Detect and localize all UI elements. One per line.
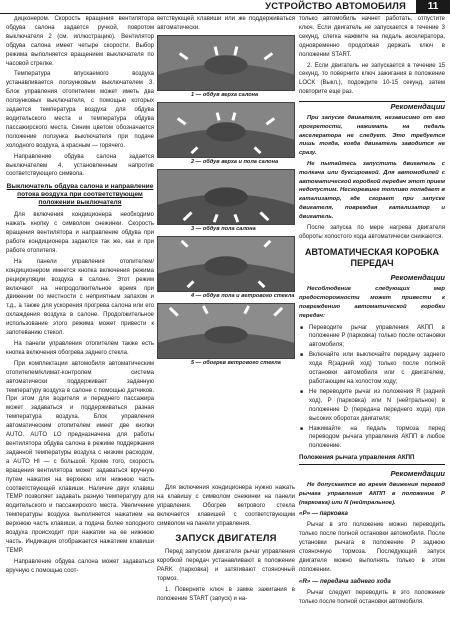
- middle-column-text: [157, 484, 295, 606]
- dashboard-photo: [157, 236, 295, 292]
- paragraph: только автомобиль начнет работать, отпустите ключ. Если двигатель не запускается в течение 3 секунд, слегка нажмите на педаль акселератора, одновременно продолжая держать ключ в положении START.: [299, 16, 445, 58]
- paragraph: Для включения кондиционера нужно нажать на клавишу с символом снежинки на панели управления. Обогрев ветрового стекла включается клавишей с соответствующим символом на панели управления.: [157, 485, 295, 527]
- figure-airflow-3: [157, 169, 295, 234]
- paragraph: Направление обдува салона может задаваться вручную с помощью соот-: [6, 558, 154, 574]
- left-column: [6, 15, 154, 635]
- list-item: ■ Переводите рычаг управления АКПП в положение P (парковка) только после остановки автомобиля;: [299, 324, 445, 351]
- figure-airflow-4: [157, 236, 295, 301]
- section-heading: АВТОМАТИЧЕСКАЯ КОРОБКА ПЕРЕДАЧ: [304, 247, 440, 269]
- figure-caption: 4 — обдув пола и ветрового стекла: [191, 292, 295, 299]
- paragraph: Перед запуском двигателя рычаг управления коробкой передач устанавливают в положение PARK (парковка) и затягивают стояночный тормоз.: [157, 549, 295, 583]
- paragraph: Направление обдува салона задается выключателем 4, установленным напротив соответствующего символа.: [6, 153, 154, 178]
- right-column: [299, 15, 445, 635]
- figure-caption: 2 — обдув верха и пола салона: [191, 158, 279, 165]
- section-title: УСТРОЙСТВО АВТОМОБИЛЯ: [265, 1, 406, 12]
- list-item: ■ Включайте или выключайте передачу заднего хода R(задний ход) только после полной остановки автомобиля или с двигателем, работающим на холостом ходу;: [299, 351, 445, 387]
- precaution-list: [299, 324, 445, 452]
- recommendations-box: [299, 101, 445, 221]
- section-heading: ЗАПУСК ДВИГАТЕЛЯ: [175, 532, 277, 544]
- figure-airflow-1: [157, 35, 295, 100]
- dashboard-photo: [157, 169, 295, 225]
- figure-caption: 3 — обдув пола салона: [191, 225, 256, 232]
- page-number: 11: [416, 0, 450, 13]
- dashboard-photo: [157, 35, 295, 91]
- recommendations-heading: Рекомендации: [390, 469, 445, 479]
- header-divider: [0, 13, 450, 14]
- paragraph: При комплектации автомобиля автоматическим отопителем/климат-контролем система автоматически поддерживает заданную температуру воздуха в салоне с помощью датчиков. При этом для водителя и переднего пассажира может задаваться и поддерживаться разная температура воздуха. Блок управления автоматическим отопителем имеет две кнопки AUTO. AUTO LO предназначена для работы вентилятора обдува салона в режиме поддержания заданной температуры воздуха с низким расходом, а AUTO HI — с большой. Кроме того, скорость вращения вентилятора может задаваться вручную путем нажатия на верхнюю или нижнюю часть соответствующей клавиши. Наличие двух клавиш TEMP позволяет задавать разную температуру для водительского и пассажирского места. Увеличение температуры воздуха выполняется нажатием на верхнюю часть клавиши, а подача более холодного воздуха происходит при нажатии на ее нижнюю часть. Индикация отображается нажатием клавиши TEMP.: [6, 360, 154, 554]
- recommendations-box: [299, 273, 445, 320]
- gear-heading-park: «P» — парковка: [299, 510, 348, 518]
- middle-column: [157, 15, 295, 370]
- paragraph: дицконером. Скорость вращения вентилятора обдува салона задается ручкой, повротом выключателя 2 (см. иллюстрацию). Вентилятор обдува салона имеет четыре скорости. Выбор режима выполняется вращением выключателя по часовой стрелке.: [6, 16, 154, 67]
- recommendation-text: При запуске двигателя, независимо от его прогретости, нажимать на педаль акселератора не следует. Это требуется лишь тогда, когда двигатель заводится не сразу.: [299, 115, 445, 157]
- recommendations-heading: Рекомендации: [390, 102, 445, 112]
- dashboard-photo: [157, 303, 295, 359]
- list-item: ■ Нажимайте на педаль тормоза перед переводом рычага управления АКПП в любое положение.: [299, 425, 445, 452]
- paragraph: Для включения кондиционера необходимо нажать кнопку с символом снежинки. Скорость вращения вентилятора и направление обдува при работе кондиционера задаются так же, как и при работе отопителя.: [6, 212, 154, 254]
- figure-caption: 1 — обдув верха салона: [191, 91, 259, 98]
- paragraph: ветствующей клавиши или же поддерживаться автоматически.: [157, 16, 295, 31]
- paragraph: 2. Если двигатель не запускается в течение 15 секунд, то поверните ключ зажигания в положение LOCK (Выкл.), подождите 10-15 секунд, затем повторите еще раз.: [299, 62, 445, 96]
- recommendation-text: Не пытайтесь запустить двигатель с толкача или буксировкой. Для автомобилей с автоматической коробкой передач этот прием недопустим. Несгоревшее топливо попадает в катализатор, где сгорает при запуске двигателя, повреждая катализатор и двигатель.: [299, 161, 445, 220]
- figure-airflow-2: [157, 102, 295, 167]
- recommendations-heading: Рекомендации: [390, 273, 445, 283]
- paragraph: На панели управления отопителем/кондиционером имеется кнопка включения режима рециркуляции воздуха в салоне. Этот режим включают на непродолжительное время при движении по местности с неприятным запахом и т.д., а также для ускорения прогрева салона или его охлаждения воздуха в салоне. Продолжительное использование этого режима может привести к запотеванию стекол.: [6, 258, 154, 337]
- paragraph: 1. Поверните ключ в замке зажигания в положение START (запуск) и на-: [157, 587, 295, 602]
- paragraph: Температура впускаемого воздуха устанавливается ползунковым выключателем 3. Блок управления отопителем может иметь два ползунковых выключателя, с помощью которых задается температура воздуха для обдува водительского места и температура обдува пассажирского места. Синим цветом обозначается положение ползунка выключателя при подаче холодного воздуха, а красным — горячего.: [6, 71, 154, 149]
- paragraph: Рычаг в это положение можно переводить только после полной остановки автомобиля. После установки рычага в положение P заднюю стояночную тормоза. Последующий запуск двигателя можно выполнять только в этом положении.: [299, 522, 445, 573]
- paragraph: Рычаг следует переводить в это положение только после полной остановки автомобиля.: [299, 589, 445, 605]
- subsection-heading: Положения рычага управления АКПП: [299, 454, 445, 465]
- dashboard-photo: [157, 102, 295, 158]
- paragraph: После запуска по мере нагрева двигателя обороты холостого хода автоматически снижаются.: [299, 224, 445, 240]
- gear-heading-reverse: «R» — передача заднего хода: [299, 577, 391, 585]
- recommendation-text: Несоблюдение следующих мер предосторожности может привести к повреждению автоматической коробки передач:: [299, 286, 445, 319]
- recommendation-text: Не допускается во время движения перевод рычага управления АКПП в положение P (парковка) или N (нейтральное).: [299, 482, 445, 506]
- figure-airflow-5: [157, 303, 295, 368]
- subsection-heading: Выключатель обдува салона и направление потока воздуха при соответствующем положении выключателя: [6, 183, 154, 207]
- list-item: ■ Не переводите рычаг из положения R (задний ход), P (парковка) или N (нейтральное) в положение D (передача переднего хода) при высоких оборотах двигателя;: [299, 388, 445, 424]
- recommendations-box: [299, 469, 445, 507]
- figure-caption: 5 — обогрев ветрового стекла: [191, 359, 281, 366]
- page-header: [0, 0, 450, 14]
- paragraph: На панели управления отопителем также есть кнопка включения обогрева заднего стекла.: [6, 341, 154, 356]
